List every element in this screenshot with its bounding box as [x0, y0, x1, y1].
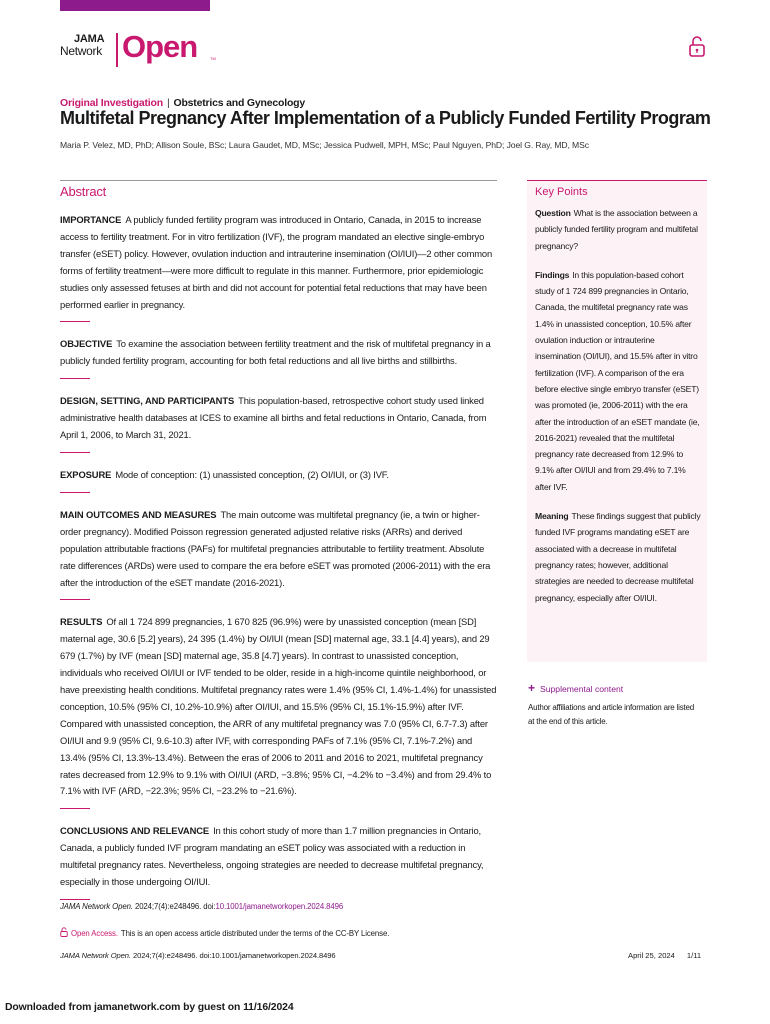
abstract-section-text: Mode of conception: (1) unassisted conception, (2) OI/IUI, or (3) IVF. [115, 468, 389, 480]
supplemental-content-link[interactable] [528, 681, 623, 695]
section-divider [60, 808, 90, 809]
abstract-section-label: DESIGN, SETTING, AND PARTICIPANTS [60, 395, 235, 407]
abstract-section-label: MAIN OUTCOMES AND MEASURES [60, 508, 217, 520]
key-points-heading: Key Points [535, 186, 588, 198]
abstract-section-text: The main outcome was multifetal pregnancy (ie, a twin or higher-order pregnancy). Modified Poisson regression generated adjusted relative risks (ARRs) and derived population attributable fractions (PAFs) for multifetal pregnancies attributable to fertility treatment. Absolute rate differences (ARDs) were used to compare the era before eSET was promoted (2006-2011) with the era after the introduction of the eSET mandate (2016-2021). [60, 508, 491, 588]
page-number: 1/11 [686, 951, 702, 960]
section-divider [60, 452, 90, 453]
logo-jama-text: JAMA [74, 33, 105, 45]
logo-network-text: Network [60, 44, 102, 58]
abstract-section-text: This population-based, retrospective cohort study used linked administrative health databases at ICES to examine all births and fetal reductions in Ontario, Canada, from April 1, 2006, to March 31, 2021. [60, 395, 487, 441]
key-point-label: Question [535, 208, 571, 218]
abstract-section-text: Of all 1 724 899 pregnancies, 1 670 825 (96.9%) were by unassisted conception (mean [SD] maternal age, 30.6 [5.2] years), 24 395 (1.4%) by OI/IUI (mean [SD] maternal age, 33.1 [4.4] years), and 29 679 (1.7%) by IVF (mean [SD] maternal age, 35.8 [4.7] years). In contrast to unassisted conception, individuals who received OI/IUI or IVF tended to be older, reside in a high-income quintile neighborhood, or have preexisting health conditions. Multifetal pregnancy rates were 1.4% (95% CI, 1.4%-1.4%) for unassisted conception, 10.5% (95% CI, 10.2%-10.9%) after OI/IUI, and 15.5% (95% CI, 15.1%-15.9%) after IVF. Compared with unassisted conception, the ARR of any multifetal pregnancy was 7.0 (95% CI, 6.7-7.3) after OI/IUI and 9.9 (95% CI, 9.6-10.3) after IVF, with corresponding PAFs of 7.1% (95% CI, 7.1%-7.2%) and 13.4% (95% CI, 13.3%-13.4%). Between the eras of 2006 to 2011 and 2016 to 2021, multifetal pregnancy rates decreased from 12.9% to 9.1% with OI/IUI (ARD, −3.8%; 95% CI, −4.2% to −3.4%) and from 29.4% to 7.1% with IVF (ARD, −22.3%; 95% CI, −23.2% to −21.6%). [60, 616, 497, 797]
abstract-results [60, 614, 497, 800]
section-divider [60, 321, 90, 322]
plus-icon: + [528, 681, 536, 695]
citation-line [60, 902, 343, 911]
section-divider [60, 492, 90, 493]
abstract-exposure [60, 467, 497, 484]
footer-ref: 2024;7(4):e248496. doi:10.1001/jamanetworkopen.2024.8496 [132, 951, 336, 960]
download-note: Downloaded from jamanetwork.com by guest on 11/16/2024 [5, 1002, 294, 1013]
key-point-text: These findings suggest that publicly funded IVF programs mandating eSET are associated with a decrease in multifetal pregnancy rates; however, additional strategies are needed to decrease multifetal pregnancy, especially after OI/IUI. [535, 511, 701, 603]
page-footer-right [628, 951, 701, 960]
abstract-section-label: IMPORTANCE [60, 214, 122, 225]
section-divider [60, 378, 90, 379]
open-access-text: This is an open access article distributed under the terms of the CC-BY License. [120, 929, 390, 938]
abstract-conclusions [60, 823, 497, 891]
key-point-label: Meaning [535, 511, 569, 522]
open-access-label[interactable]: Open Access. [71, 929, 118, 938]
abstract-top-rule [60, 180, 497, 181]
abstract-heading: Abstract [60, 184, 107, 199]
abstract-objective [60, 336, 497, 370]
logo-open-text: Open [122, 29, 198, 64]
open-access-lock-icon [60, 927, 68, 937]
footer-date: April 25, 2024 [628, 951, 675, 960]
citation-journal: JAMA Network Open. [60, 902, 133, 911]
key-point-text: In this population-based cohort study of 1 724 899 pregnancies in Ontario, Canada, the multifetal pregnancy rate was 1.4% in unassisted conception, 10.5% after ovulation induction or intrauterine insemination (OI/IUI), and 15.5% after in vitro fertilization (IVF). A comparison of the era before elective single embryo transfer (eSET) was promoted (ie, 2006-2011) with the era after the introduction of an eSET mandate (ie, 2016-2021) revealed that the multifetal pregnancy rate decreased from 12.9% to 9.1% after OI/IUI and from 29.4% to 7.1% after IVF. [535, 269, 700, 492]
affiliations-note: Author affiliations and article information are listed at the end of this article. [528, 703, 695, 726]
open-access-line [60, 927, 389, 938]
abstract-outcomes [60, 507, 497, 592]
open-lock-icon [688, 35, 706, 57]
supplemental-label: Supplemental content [540, 684, 624, 694]
abstract-body [60, 212, 497, 914]
top-color-bar [60, 0, 210, 11]
key-point-text: What is the association between a publicly funded fertility program and multifetal pregnancy? [535, 208, 698, 251]
key-points-body [535, 205, 701, 619]
section-divider [60, 599, 90, 600]
abstract-section-label: OBJECTIVE [60, 338, 113, 350]
abstract-section-label: CONCLUSIONS AND RELEVANCE [60, 825, 210, 837]
key-point-question [535, 205, 701, 254]
logo-divider [116, 33, 118, 67]
article-category: Obstetrics and Gynecology [173, 97, 306, 109]
abstract-section-text: A publicly funded fertility program was introduced in Ontario, Canada, in 2015 to increase access to fertility treatment. For in vitro fertilization (IVF), the program mandated an elective single-embryo transfer (eSET) policy. However, ovulation induction and intrauterine insemination (OI/IUI)—2 other common forms of fertility treatment—were more difficult to regulate in this manner. Furthermore, prior epidemiologic studies only assessed fetuses at birth and did not account for potential fetal reductions that may have been performed earlier in pregnancy. [60, 214, 493, 310]
key-point-findings [535, 267, 701, 495]
section-divider [60, 899, 90, 900]
key-point-meaning [535, 508, 701, 606]
abstract-design [60, 393, 497, 444]
footer-journal: JAMA Network Open. [60, 951, 131, 960]
doi-link[interactable]: 10.1001/jamanetworkopen.2024.8496 [215, 902, 344, 911]
abstract-section-label: RESULTS [60, 616, 103, 628]
abstract-importance [60, 212, 497, 313]
abstract-section-text: To examine the association between fertility treatment and the risk of multifetal pregnancy in a publicly funded fertility program, accounting for both fetal reductions and all live births and stillbirths. [60, 338, 491, 367]
article-type[interactable]: Original Investigation [60, 97, 163, 109]
article-title: Multifetal Pregnancy After Implementation of a Publicly Funded Fertility Program [60, 108, 711, 128]
logo-tm-mark: TM [210, 56, 216, 61]
author-list: Maria P. Velez, MD, PhD; Allison Soule, BSc; Laura Gaudet, MD, MSc; Jessica Pudwell, MPH, MSc; Paul Nguyen, PhD; Joel G. Ray, MD, MSc [60, 140, 589, 150]
page-footer-citation [60, 951, 336, 960]
abstract-section-text: In this cohort study of more than 1.7 million pregnancies in Ontario, Canada, a publicly funded IVF program mandating an eSET policy was associated with a reduction in multifetal pregnancy rates. Nevertheless, ongoing strategies are needed to decrease multifetal pregnancy, especially in those undergoing OI/IUI. [60, 825, 484, 888]
key-point-label: Findings [535, 269, 570, 280]
section-separator: | [166, 97, 170, 109]
citation-ref: 2024;7(4):e248496. doi: [134, 902, 216, 911]
abstract-section-label: EXPOSURE [60, 468, 112, 480]
